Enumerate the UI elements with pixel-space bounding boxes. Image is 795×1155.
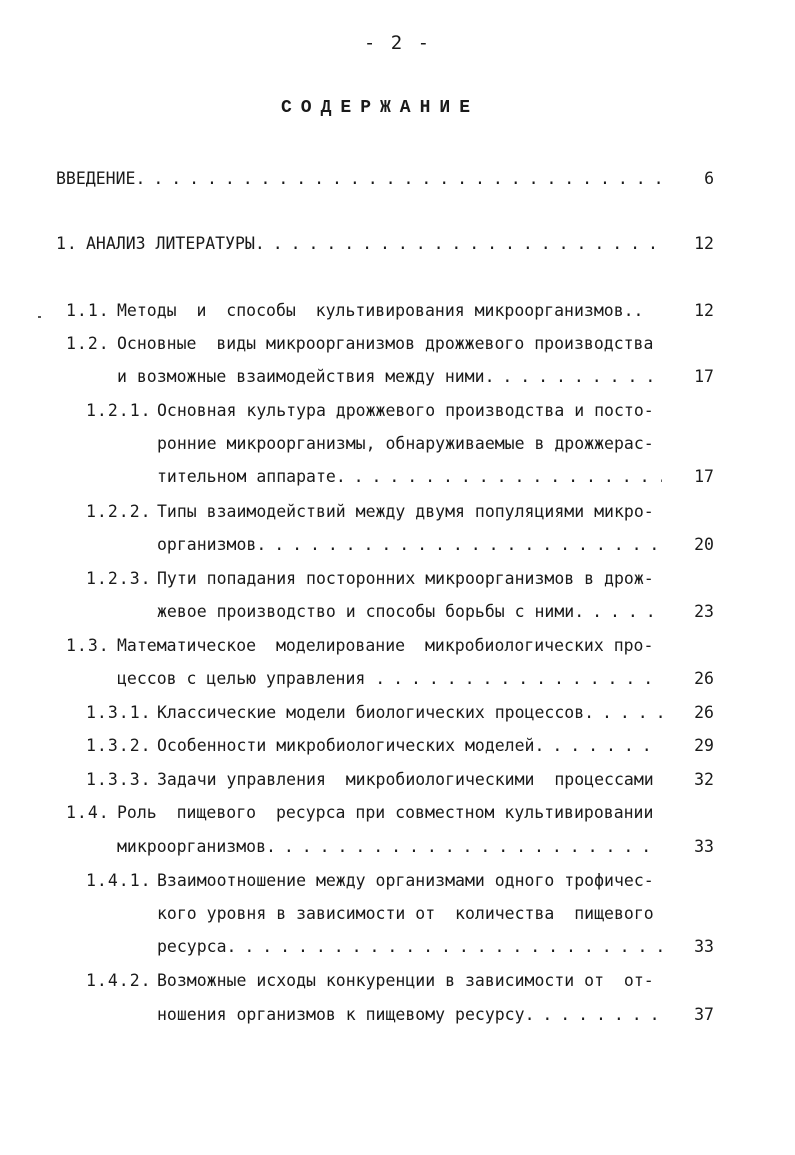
toc-page-number: 37	[694, 1005, 714, 1024]
toc-entry-text: АНАЛИЗ ЛИТЕРАТУРЫ	[86, 234, 255, 253]
toc-entry-1-2-cont[interactable]	[117, 364, 662, 390]
toc-entry-1-4-cont[interactable]	[117, 834, 662, 860]
toc-entry-text: Методы и способы культивирования микроорганизмов..	[117, 301, 644, 320]
toc-page-number: 23	[694, 602, 714, 621]
toc-entry-text: Типы взаимодействий между двумя популяциями микро-	[157, 502, 654, 521]
toc-section-number: 1.3.2.	[86, 736, 152, 755]
toc-entry-1-2-1[interactable]	[157, 398, 665, 424]
toc-page-number: 12	[694, 234, 714, 253]
leader-dots	[574, 599, 662, 625]
leader-dots	[336, 464, 662, 490]
toc-page-number: 26	[694, 703, 714, 722]
toc-entry-1-3[interactable]	[117, 633, 665, 659]
leader-dots	[227, 934, 662, 960]
toc-page-number: 29	[694, 736, 714, 755]
toc-entry-1-2-3[interactable]	[157, 566, 665, 592]
toc-page-number: 26	[694, 669, 714, 688]
toc-title: СОДЕРЖАНИЕ	[280, 98, 480, 118]
toc-entry-1-4-2[interactable]	[157, 968, 665, 994]
toc-page-number: 17	[694, 467, 714, 486]
toc-entry-1-2-1-cont[interactable]	[157, 431, 665, 457]
toc-page-number: 33	[694, 837, 714, 856]
toc-entry-text: Задачи управления микробиологическими процессами	[157, 770, 654, 789]
toc-section-number: 1.1.	[66, 301, 110, 320]
toc-entry-1-3-1[interactable]	[157, 700, 662, 726]
leader-dots	[266, 834, 662, 860]
toc-entry-1-4-1[interactable]	[157, 868, 665, 894]
toc-entry-text: ресурса	[157, 937, 227, 956]
leader-dots	[135, 166, 662, 192]
toc-entry-1-4-2-cont[interactable]	[157, 1002, 662, 1028]
toc-entry-1-2-2-cont[interactable]	[157, 532, 662, 558]
toc-entry-text: Математическое моделирование микробиологических про-	[117, 636, 654, 655]
toc-entry-text: кого уровня в зависимости от количества пищевого	[157, 904, 654, 923]
toc-entry-1-4-1-cont2[interactable]	[157, 934, 662, 960]
toc-entry-1-3-3[interactable]	[157, 767, 665, 793]
toc-entry-1-2-2[interactable]	[157, 499, 665, 525]
toc-entry-text: тительном аппарате	[157, 467, 336, 486]
toc-page-number: 17	[694, 367, 714, 386]
leader-dots	[535, 733, 663, 759]
toc-entry-text: микроорганизмов	[117, 837, 267, 856]
toc-entry-1-2[interactable]	[117, 331, 665, 357]
toc-section-number: 1.3.1.	[86, 703, 152, 722]
leader-dots	[584, 700, 662, 726]
toc-entry-text: Основные виды микроорганизмов дрожжевого производства	[117, 334, 654, 353]
toc-entry-text: Возможные исходы конкуренции в зависимости от от-	[157, 971, 654, 990]
toc-entry-1-3-cont[interactable]	[117, 666, 662, 692]
toc-entry-text: Роль пищевого ресурса при совместном культивировании	[117, 803, 654, 822]
page-number: - 2 -	[363, 32, 432, 54]
toc-entry-text: Пути попадания посторонних микроорганизмов в дрож-	[157, 569, 654, 588]
toc-entry-text: ношения организмов к пищевому ресурсу	[157, 1005, 525, 1024]
leader-dots	[375, 666, 662, 692]
toc-entry-text: ВВЕДЕНИЕ	[56, 169, 136, 188]
toc-entry-1-4[interactable]	[117, 800, 665, 826]
toc-entry-1-2-1-cont2[interactable]	[157, 464, 662, 490]
toc-section-number: 1.4.1.	[86, 871, 152, 890]
toc-entry-text: цессов с целью управления	[117, 669, 376, 688]
toc-entry-ch1[interactable]	[86, 231, 662, 257]
toc-page-number: 6	[704, 169, 714, 188]
toc-entry-text: Классические модели биологических процессов	[157, 703, 585, 722]
toc-section-number: 1.	[56, 234, 78, 253]
toc-section-number: 1.2.	[66, 334, 110, 353]
toc-page-number: 33	[694, 937, 714, 956]
toc-entry-1-3-2[interactable]	[157, 733, 662, 759]
leader-dots	[485, 364, 662, 390]
toc-entry-text: ронние микроорганизмы, обнаруживаемые в дрожжерас-	[157, 434, 654, 453]
toc-section-number: 1.4.2.	[86, 971, 152, 990]
toc-section-number: 1.3.	[66, 636, 110, 655]
toc-entry-intro[interactable]	[56, 166, 662, 192]
toc-entry-1-4-1-cont[interactable]	[157, 901, 665, 927]
toc-section-number: 1.2.3.	[86, 569, 152, 588]
toc-section-number: 1.3.3.	[86, 770, 152, 789]
toc-entry-1-2-3-cont[interactable]	[157, 599, 662, 625]
toc-section-number: 1.4.	[66, 803, 110, 822]
toc-entry-text: жевое производство и способы борьбы с ними	[157, 602, 575, 621]
toc-entry-text: Взаимоотношение между организмами одного трофичес-	[157, 871, 654, 890]
toc-entry-text: Основная культура дрожжевого производства и посто-	[157, 401, 654, 420]
leader-dots	[255, 231, 662, 257]
toc-entry-text: Особенности микробиологических моделей	[157, 736, 535, 755]
toc-entry-text: организмов	[157, 535, 257, 554]
toc-entry-1-1[interactable]	[117, 298, 665, 324]
toc-page-number: 12	[694, 301, 714, 320]
toc-section-number: 1.2.1.	[86, 401, 152, 420]
leader-dots	[525, 1002, 662, 1028]
toc-section-number: 1.2.2.	[86, 502, 152, 521]
scan-speck	[38, 316, 41, 318]
leader-dots	[256, 532, 662, 558]
toc-page-number: 32	[694, 770, 714, 789]
toc-page-number: 20	[694, 535, 714, 554]
toc-entry-text: и возможные взаимодействия между ними	[117, 367, 485, 386]
